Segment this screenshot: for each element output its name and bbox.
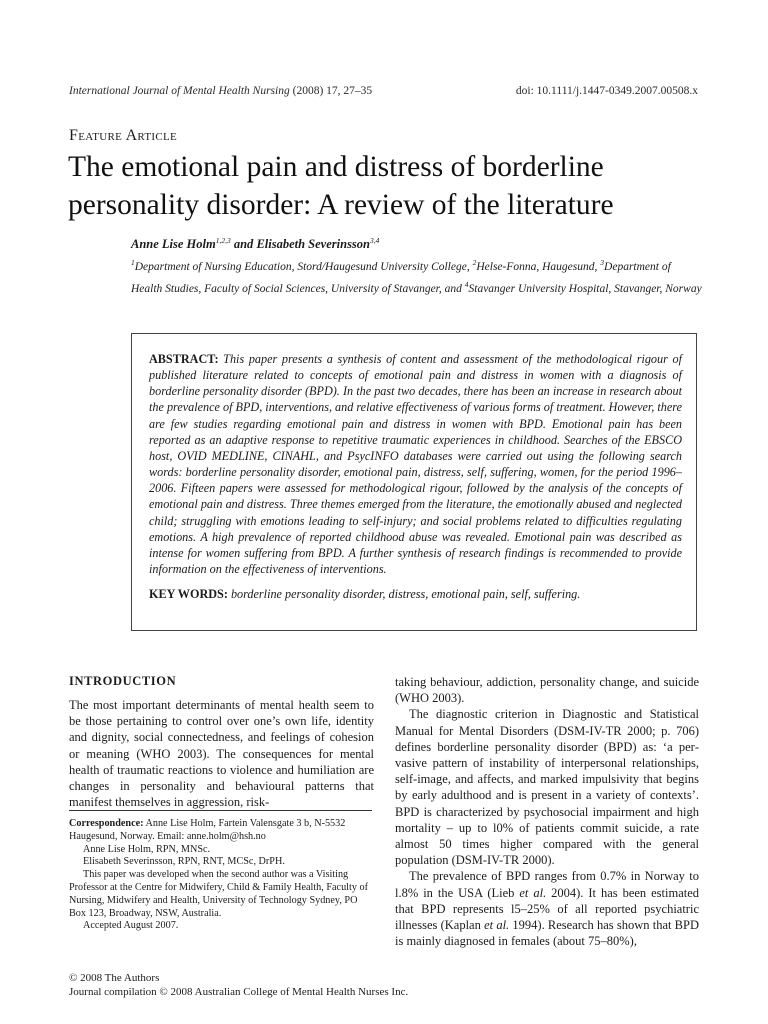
correspondence-note: [69, 818, 374, 933]
correspondence-label: Correspondence:: [69, 818, 144, 829]
right-column: [395, 674, 699, 949]
journal-name: International Journal of Mental Health Nursing: [69, 85, 290, 97]
author-name: Anne Lise Holm: [131, 237, 216, 252]
left-column: [69, 674, 374, 810]
abstract-box: [131, 333, 697, 631]
keywords-label: KEY WORDS:: [149, 587, 228, 602]
correspondence-text: Anne Lise Holm, Fartein Valensgate 3 b, N-5532 Haugesund, Norway. Email: anne.holm@hsh.no: [69, 818, 346, 842]
citation-etal: et al.: [519, 885, 547, 900]
affiliation-marker: 2: [472, 258, 477, 267]
keywords: [149, 586, 682, 602]
author-conjunction: and: [230, 237, 257, 252]
body-text: 2004). It has been estimated that BPD represents l5–25% of all reported psychiatric illnesses (Kaplan: [395, 885, 700, 933]
author-credential: Elisabeth Severinsson, RPN, RNT, MCSc, DrPH.: [83, 856, 285, 868]
visiting-professor-note: This paper was developed when the second author was a Visiting Professor at the Centre for Midwifery, Child & Family Health, Faculty of Nursing, Midwifery and Health, University of Technology Sydney, PO Box 123, Broadway, NSW, Australia.: [69, 869, 368, 919]
affiliation-text: Helse-Fonna, Haugesund,: [476, 260, 601, 273]
affiliations: [131, 254, 703, 299]
correspondence-address: [69, 818, 374, 844]
copyright-footer: [69, 972, 408, 999]
article-type: Feature Article: [69, 127, 178, 144]
abstract-text: This paper presents a synthesis of content and assessment of the methodological rigour of published literature related to concepts of emotional pain and distress in women with a diagnosis of borderline personality disorder (BPD). In the past two decades, there has been an increase in research about the prevalence of BPD, interventions, and relative effectiveness of various forms of treatment. However, there are few studies regarding emotional pain and distress in women with BPD. Emotional pain has been reported as an adaptive response to repetitive traumatic experiences in childhood. Searches of the EBSCO host, OVID MEDLINE, CINAHL, and PsycINFO databases were carried out using the following search words: borderline personality disorder, emotional pain, distress, self, suffering, women, for the period 1996–2006. Fifteen papers were assessed for methodological rigour, followed by the analysis of the concepts of emotional pain and distress. Three themes emerged from the literature, the emotionally abused and neglected child; struggling with emotions leading to self-injury; and social problems related to difficulties regulating emotions. A high prevalence of reported childhood abuse was revealed. Emotional pain was described as intense for women suffering from BPD. A further synthesis of research findings is recommended to provide information on the effectiveness of interventions.: [149, 352, 682, 577]
affiliation-text: Stavanger University Hospital, Stavanger, Norway: [468, 283, 702, 296]
section-heading: INTRODUCTION: [69, 674, 177, 688]
accepted-date: Accepted August 2007.: [83, 920, 179, 932]
affiliation-text: Department of Nursing Education, Stord/Haugesund University College,: [134, 260, 473, 273]
affiliation-marker: 3: [600, 258, 605, 267]
footnote-divider: [69, 810, 372, 811]
abstract-label: ABSTRACT:: [149, 352, 219, 366]
body-paragraph: The most important determinants of mental health seem to be those pertaining to control over one’s own life, identity and dignity, social connectedness, and feelings of cohesion or meaning (WHO 2003). The consequences for mental health of traumatic reactions to violence and humiliation are changes in personality and behavioural patterns that manifest themselves in aggression, risk-: [69, 698, 374, 810]
body-text: The prevalence of BPD ranges from 0.7% in Norway to l.8% in the USA (Lieb: [395, 869, 699, 900]
abstract-paragraph: [149, 351, 682, 577]
citation-etal: et al.: [484, 918, 510, 933]
author-credential: Anne Lise Holm, RPN, MNSc.: [83, 843, 211, 855]
author-affiliation-marker: 1,2,3: [215, 236, 231, 245]
affiliation-text: Department of Health Studies, Faculty of Social Sciences, University of Stavanger, and: [131, 260, 671, 296]
affiliation-marker: 1: [131, 258, 135, 267]
author-list: [131, 236, 379, 252]
journal-citation: [69, 85, 372, 97]
body-paragraph: [395, 868, 699, 949]
doi: doi: 10.1111/j.1447-0349.2007.00508.x: [515, 85, 698, 97]
journal-volume: (2008) 17, 27–35: [289, 85, 373, 97]
copyright-line: © 2008 The Authors: [69, 972, 160, 984]
body-text: 1994). Research has shown that BPD is mainly diagnosed in females (about 75–80%),: [395, 918, 700, 949]
affiliation-marker: 4: [464, 280, 469, 290]
article-title: The emotional pain and distress of borderline personality disorder: A review of the literature: [68, 151, 614, 221]
author-affiliation-marker: 3,4: [370, 236, 380, 245]
body-paragraph: The diagnostic criterion in Diagnostic and Statistical Manual for Mental Disorders (DSM-IV-TR 2000; p. 706) defines borderline personality disorder (BPD) as: ‘a pervasive pattern of instability of interpersonal relationships, self-image, and affects, and marked impulsivity that begins by early adulthood and is present in a variety of contexts’. BPD is characterized by psychosocial impairment and high mortality – up to l0% of patients commit suicide, a rate almost 50 times higher compared with the general population (DSM-IV-TR 2000).: [395, 707, 699, 868]
keywords-text: borderline personality disorder, distress, emotional pain, self, suffering.: [227, 587, 581, 602]
journal-compilation-line: Journal compilation © 2008 Australian College of Mental Health Nurses Inc.: [69, 985, 409, 998]
author-name: Elisabeth Severinsson: [256, 237, 370, 252]
body-paragraph: taking behaviour, addiction, personality change, and suicide (WHO 2003).: [395, 675, 699, 706]
